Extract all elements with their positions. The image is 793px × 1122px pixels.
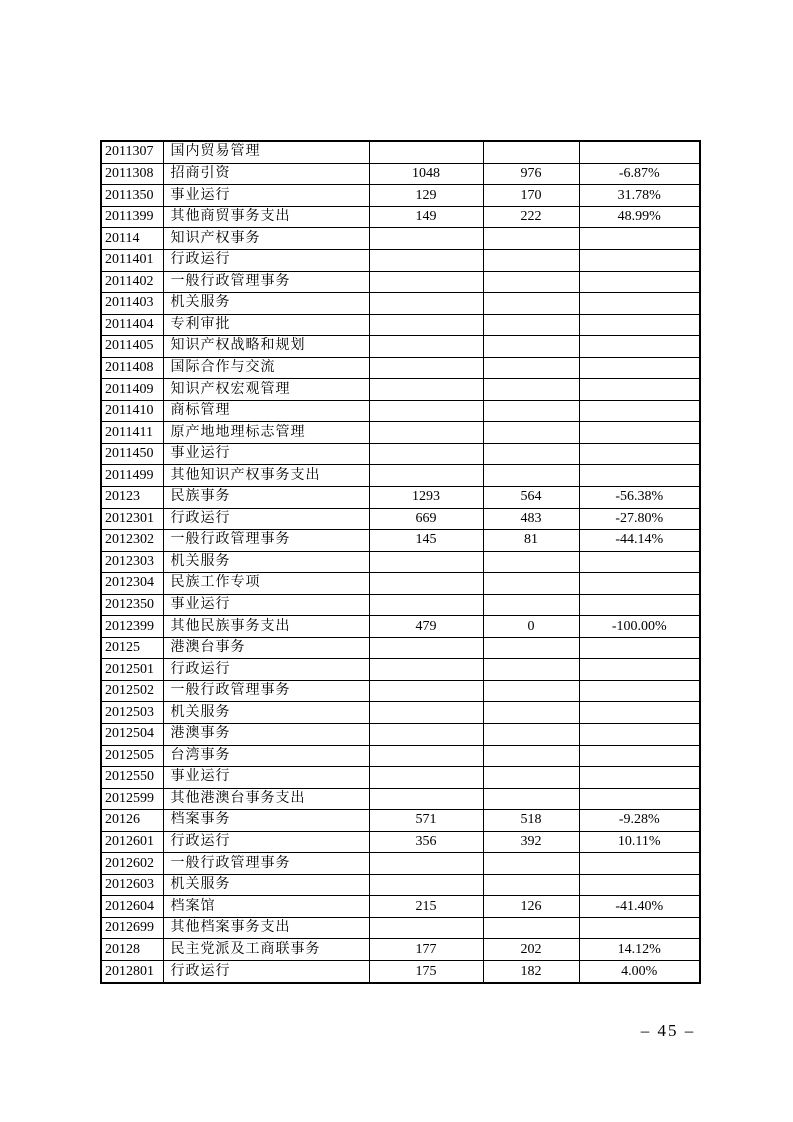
budget-value-cell: 170 [483, 185, 579, 207]
table-row [101, 788, 700, 810]
name-cell: 知识产权事务 [163, 228, 369, 250]
name-cell: 其他民族事务支出 [163, 616, 369, 638]
code-cell: 2011410 [101, 400, 163, 422]
budget-value-cell [369, 917, 483, 939]
budget-value-cell [369, 379, 483, 401]
budget-value-cell [483, 249, 579, 271]
name-cell: 原产地地理标志管理 [163, 422, 369, 444]
budget-value-cell [483, 573, 579, 595]
name-cell: 机关服务 [163, 551, 369, 573]
budget-value-cell [483, 293, 579, 315]
change-percent-cell [579, 917, 700, 939]
budget-value-cell [369, 767, 483, 789]
change-percent-cell: 4.00% [579, 961, 700, 984]
budget-value-cell: 518 [483, 810, 579, 832]
budget-value-cell: 149 [369, 206, 483, 228]
table-row [101, 637, 700, 659]
code-cell: 2012504 [101, 723, 163, 745]
budget-value-cell [483, 788, 579, 810]
change-percent-cell [579, 702, 700, 724]
budget-value-cell [483, 767, 579, 789]
change-percent-cell [579, 573, 700, 595]
budget-value-cell [483, 379, 579, 401]
budget-value-cell [483, 271, 579, 293]
code-cell: 20114 [101, 228, 163, 250]
budget-value-cell [483, 917, 579, 939]
budget-value-cell [483, 443, 579, 465]
change-percent-cell [579, 551, 700, 573]
code-cell: 2011403 [101, 293, 163, 315]
budget-value-cell: 215 [369, 896, 483, 918]
table-row [101, 249, 700, 271]
budget-value-cell: 177 [369, 939, 483, 961]
code-cell: 2012304 [101, 573, 163, 595]
name-cell: 民族工作专项 [163, 573, 369, 595]
change-percent-cell [579, 271, 700, 293]
change-percent-cell: -44.14% [579, 530, 700, 552]
change-percent-cell [579, 379, 700, 401]
budget-value-cell: 571 [369, 810, 483, 832]
budget-value-cell [483, 314, 579, 336]
table-row [101, 659, 700, 681]
budget-value-cell [483, 853, 579, 875]
budget-value-cell [369, 680, 483, 702]
code-cell: 2012602 [101, 853, 163, 875]
budget-value-cell [369, 400, 483, 422]
code-cell: 2012350 [101, 594, 163, 616]
budget-value-cell [483, 357, 579, 379]
budget-value-cell: 126 [483, 896, 579, 918]
change-percent-cell [579, 314, 700, 336]
budget-value-cell: 669 [369, 508, 483, 530]
name-cell: 港澳台事务 [163, 637, 369, 659]
code-cell: 2011450 [101, 443, 163, 465]
name-cell: 事业运行 [163, 443, 369, 465]
code-cell: 2011399 [101, 206, 163, 228]
table-row [101, 163, 700, 185]
table-row [101, 443, 700, 465]
change-percent-cell: 48.99% [579, 206, 700, 228]
code-cell: 2012399 [101, 616, 163, 638]
budget-value-cell: 564 [483, 486, 579, 508]
code-cell: 2012603 [101, 874, 163, 896]
budget-value-cell [369, 551, 483, 573]
table-row [101, 680, 700, 702]
budget-value-cell [369, 249, 483, 271]
budget-value-cell [483, 465, 579, 487]
name-cell: 招商引资 [163, 163, 369, 185]
name-cell: 台湾事务 [163, 745, 369, 767]
table-row [101, 917, 700, 939]
name-cell: 行政运行 [163, 249, 369, 271]
budget-value-cell [369, 745, 483, 767]
budget-value-cell [369, 874, 483, 896]
change-percent-cell [579, 249, 700, 271]
budget-value-cell [369, 314, 483, 336]
change-percent-cell: 14.12% [579, 939, 700, 961]
table-row [101, 767, 700, 789]
table-row [101, 486, 700, 508]
table-row [101, 379, 700, 401]
change-percent-cell: -9.28% [579, 810, 700, 832]
code-cell: 2011307 [101, 141, 163, 163]
name-cell: 行政运行 [163, 961, 369, 984]
budget-value-cell [369, 637, 483, 659]
name-cell: 行政运行 [163, 508, 369, 530]
table-row [101, 616, 700, 638]
change-percent-cell [579, 400, 700, 422]
table-row [101, 745, 700, 767]
code-cell: 2011401 [101, 249, 163, 271]
code-cell: 2011308 [101, 163, 163, 185]
code-cell: 2011408 [101, 357, 163, 379]
change-percent-cell: -27.80% [579, 508, 700, 530]
budget-value-cell: 1048 [369, 163, 483, 185]
name-cell: 事业运行 [163, 185, 369, 207]
name-cell: 民主党派及工商联事务 [163, 939, 369, 961]
budget-value-cell: 1293 [369, 486, 483, 508]
change-percent-cell [579, 228, 700, 250]
budget-value-cell: 483 [483, 508, 579, 530]
code-cell: 2012599 [101, 788, 163, 810]
budget-value-cell [369, 443, 483, 465]
budget-value-cell [483, 594, 579, 616]
budget-value-cell [483, 422, 579, 444]
budget-value-cell: 81 [483, 530, 579, 552]
budget-table [100, 140, 701, 984]
budget-value-cell [483, 745, 579, 767]
budget-value-cell [369, 702, 483, 724]
budget-value-cell: 222 [483, 206, 579, 228]
table-row [101, 853, 700, 875]
code-cell: 2012601 [101, 831, 163, 853]
table-row [101, 185, 700, 207]
table-row [101, 594, 700, 616]
name-cell: 其他知识产权事务支出 [163, 465, 369, 487]
change-percent-cell [579, 357, 700, 379]
budget-value-cell: 976 [483, 163, 579, 185]
table-row [101, 551, 700, 573]
change-percent-cell: 10.11% [579, 831, 700, 853]
code-cell: 2012302 [101, 530, 163, 552]
table-row [101, 314, 700, 336]
table-row [101, 573, 700, 595]
change-percent-cell: -100.00% [579, 616, 700, 638]
name-cell: 机关服务 [163, 702, 369, 724]
table-row [101, 422, 700, 444]
name-cell: 其他商贸事务支出 [163, 206, 369, 228]
table-row [101, 810, 700, 832]
code-cell: 2012699 [101, 917, 163, 939]
budget-value-cell [483, 228, 579, 250]
name-cell: 事业运行 [163, 767, 369, 789]
name-cell: 国际合作与交流 [163, 357, 369, 379]
code-cell: 2011499 [101, 465, 163, 487]
change-percent-cell [579, 723, 700, 745]
table-row [101, 336, 700, 358]
table-row [101, 896, 700, 918]
change-percent-cell [579, 336, 700, 358]
budget-value-cell [369, 788, 483, 810]
code-cell: 2012503 [101, 702, 163, 724]
budget-value-cell [369, 293, 483, 315]
budget-value-cell [369, 228, 483, 250]
change-percent-cell [579, 141, 700, 163]
budget-value-cell [483, 723, 579, 745]
budget-value-cell: 356 [369, 831, 483, 853]
table-row [101, 508, 700, 530]
name-cell: 一般行政管理事务 [163, 530, 369, 552]
change-percent-cell: -56.38% [579, 486, 700, 508]
budget-value-cell [483, 336, 579, 358]
table-row [101, 357, 700, 379]
name-cell: 机关服务 [163, 293, 369, 315]
budget-value-cell [483, 400, 579, 422]
budget-value-cell: 479 [369, 616, 483, 638]
table-row [101, 228, 700, 250]
name-cell: 知识产权战略和规划 [163, 336, 369, 358]
table-row [101, 702, 700, 724]
name-cell: 事业运行 [163, 594, 369, 616]
budget-value-cell [483, 551, 579, 573]
table-row [101, 831, 700, 853]
change-percent-cell: -6.87% [579, 163, 700, 185]
change-percent-cell [579, 594, 700, 616]
code-cell: 2011409 [101, 379, 163, 401]
code-cell: 2012550 [101, 767, 163, 789]
code-cell: 2012502 [101, 680, 163, 702]
change-percent-cell [579, 874, 700, 896]
budget-value-cell: 0 [483, 616, 579, 638]
change-percent-cell [579, 853, 700, 875]
budget-value-cell: 145 [369, 530, 483, 552]
code-cell: 2011350 [101, 185, 163, 207]
budget-value-cell [483, 637, 579, 659]
change-percent-cell [579, 293, 700, 315]
code-cell: 2012301 [101, 508, 163, 530]
budget-value-cell: 182 [483, 961, 579, 984]
budget-value-cell [369, 853, 483, 875]
table-row [101, 874, 700, 896]
name-cell: 行政运行 [163, 659, 369, 681]
budget-value-cell [483, 141, 579, 163]
name-cell: 档案事务 [163, 810, 369, 832]
budget-value-cell: 202 [483, 939, 579, 961]
name-cell: 港澳事务 [163, 723, 369, 745]
change-percent-cell [579, 659, 700, 681]
page-number: – 45 – [640, 1021, 696, 1040]
change-percent-cell [579, 767, 700, 789]
change-percent-cell [579, 465, 700, 487]
code-cell: 2011411 [101, 422, 163, 444]
change-percent-cell: 31.78% [579, 185, 700, 207]
name-cell: 国内贸易管理 [163, 141, 369, 163]
budget-value-cell [369, 422, 483, 444]
code-cell: 2012801 [101, 961, 163, 984]
code-cell: 20125 [101, 637, 163, 659]
name-cell: 一般行政管理事务 [163, 680, 369, 702]
name-cell: 商标管理 [163, 400, 369, 422]
code-cell: 2011404 [101, 314, 163, 336]
change-percent-cell [579, 745, 700, 767]
change-percent-cell [579, 788, 700, 810]
change-percent-cell: -41.40% [579, 896, 700, 918]
budget-value-cell [483, 702, 579, 724]
code-cell: 2012501 [101, 659, 163, 681]
budget-value-cell: 129 [369, 185, 483, 207]
budget-value-cell [369, 723, 483, 745]
budget-value-cell [369, 357, 483, 379]
budget-value-cell [369, 141, 483, 163]
budget-table-body [101, 141, 700, 983]
budget-value-cell [369, 271, 483, 293]
budget-value-cell [483, 874, 579, 896]
change-percent-cell [579, 637, 700, 659]
code-cell: 2011402 [101, 271, 163, 293]
table-row [101, 465, 700, 487]
budget-value-cell [483, 659, 579, 681]
name-cell: 其他档案事务支出 [163, 917, 369, 939]
code-cell: 2012604 [101, 896, 163, 918]
code-cell: 2012505 [101, 745, 163, 767]
code-cell: 2012303 [101, 551, 163, 573]
name-cell: 民族事务 [163, 486, 369, 508]
table-row [101, 141, 700, 163]
code-cell: 20126 [101, 810, 163, 832]
budget-value-cell [369, 465, 483, 487]
change-percent-cell [579, 680, 700, 702]
budget-value-cell [369, 659, 483, 681]
code-cell: 20123 [101, 486, 163, 508]
change-percent-cell [579, 422, 700, 444]
code-cell: 2011405 [101, 336, 163, 358]
table-row [101, 271, 700, 293]
table-row [101, 293, 700, 315]
budget-value-cell: 392 [483, 831, 579, 853]
table-row [101, 939, 700, 961]
name-cell: 专利审批 [163, 314, 369, 336]
table-row [101, 961, 700, 984]
code-cell: 20128 [101, 939, 163, 961]
budget-value-cell: 175 [369, 961, 483, 984]
budget-value-cell [483, 680, 579, 702]
table-row [101, 400, 700, 422]
table-row [101, 530, 700, 552]
name-cell: 其他港澳台事务支出 [163, 788, 369, 810]
name-cell: 档案馆 [163, 896, 369, 918]
budget-value-cell [369, 336, 483, 358]
budget-value-cell [369, 573, 483, 595]
name-cell: 知识产权宏观管理 [163, 379, 369, 401]
change-percent-cell [579, 443, 700, 465]
name-cell: 机关服务 [163, 874, 369, 896]
name-cell: 行政运行 [163, 831, 369, 853]
table-row [101, 206, 700, 228]
name-cell: 一般行政管理事务 [163, 271, 369, 293]
table-row [101, 723, 700, 745]
name-cell: 一般行政管理事务 [163, 853, 369, 875]
budget-value-cell [369, 594, 483, 616]
